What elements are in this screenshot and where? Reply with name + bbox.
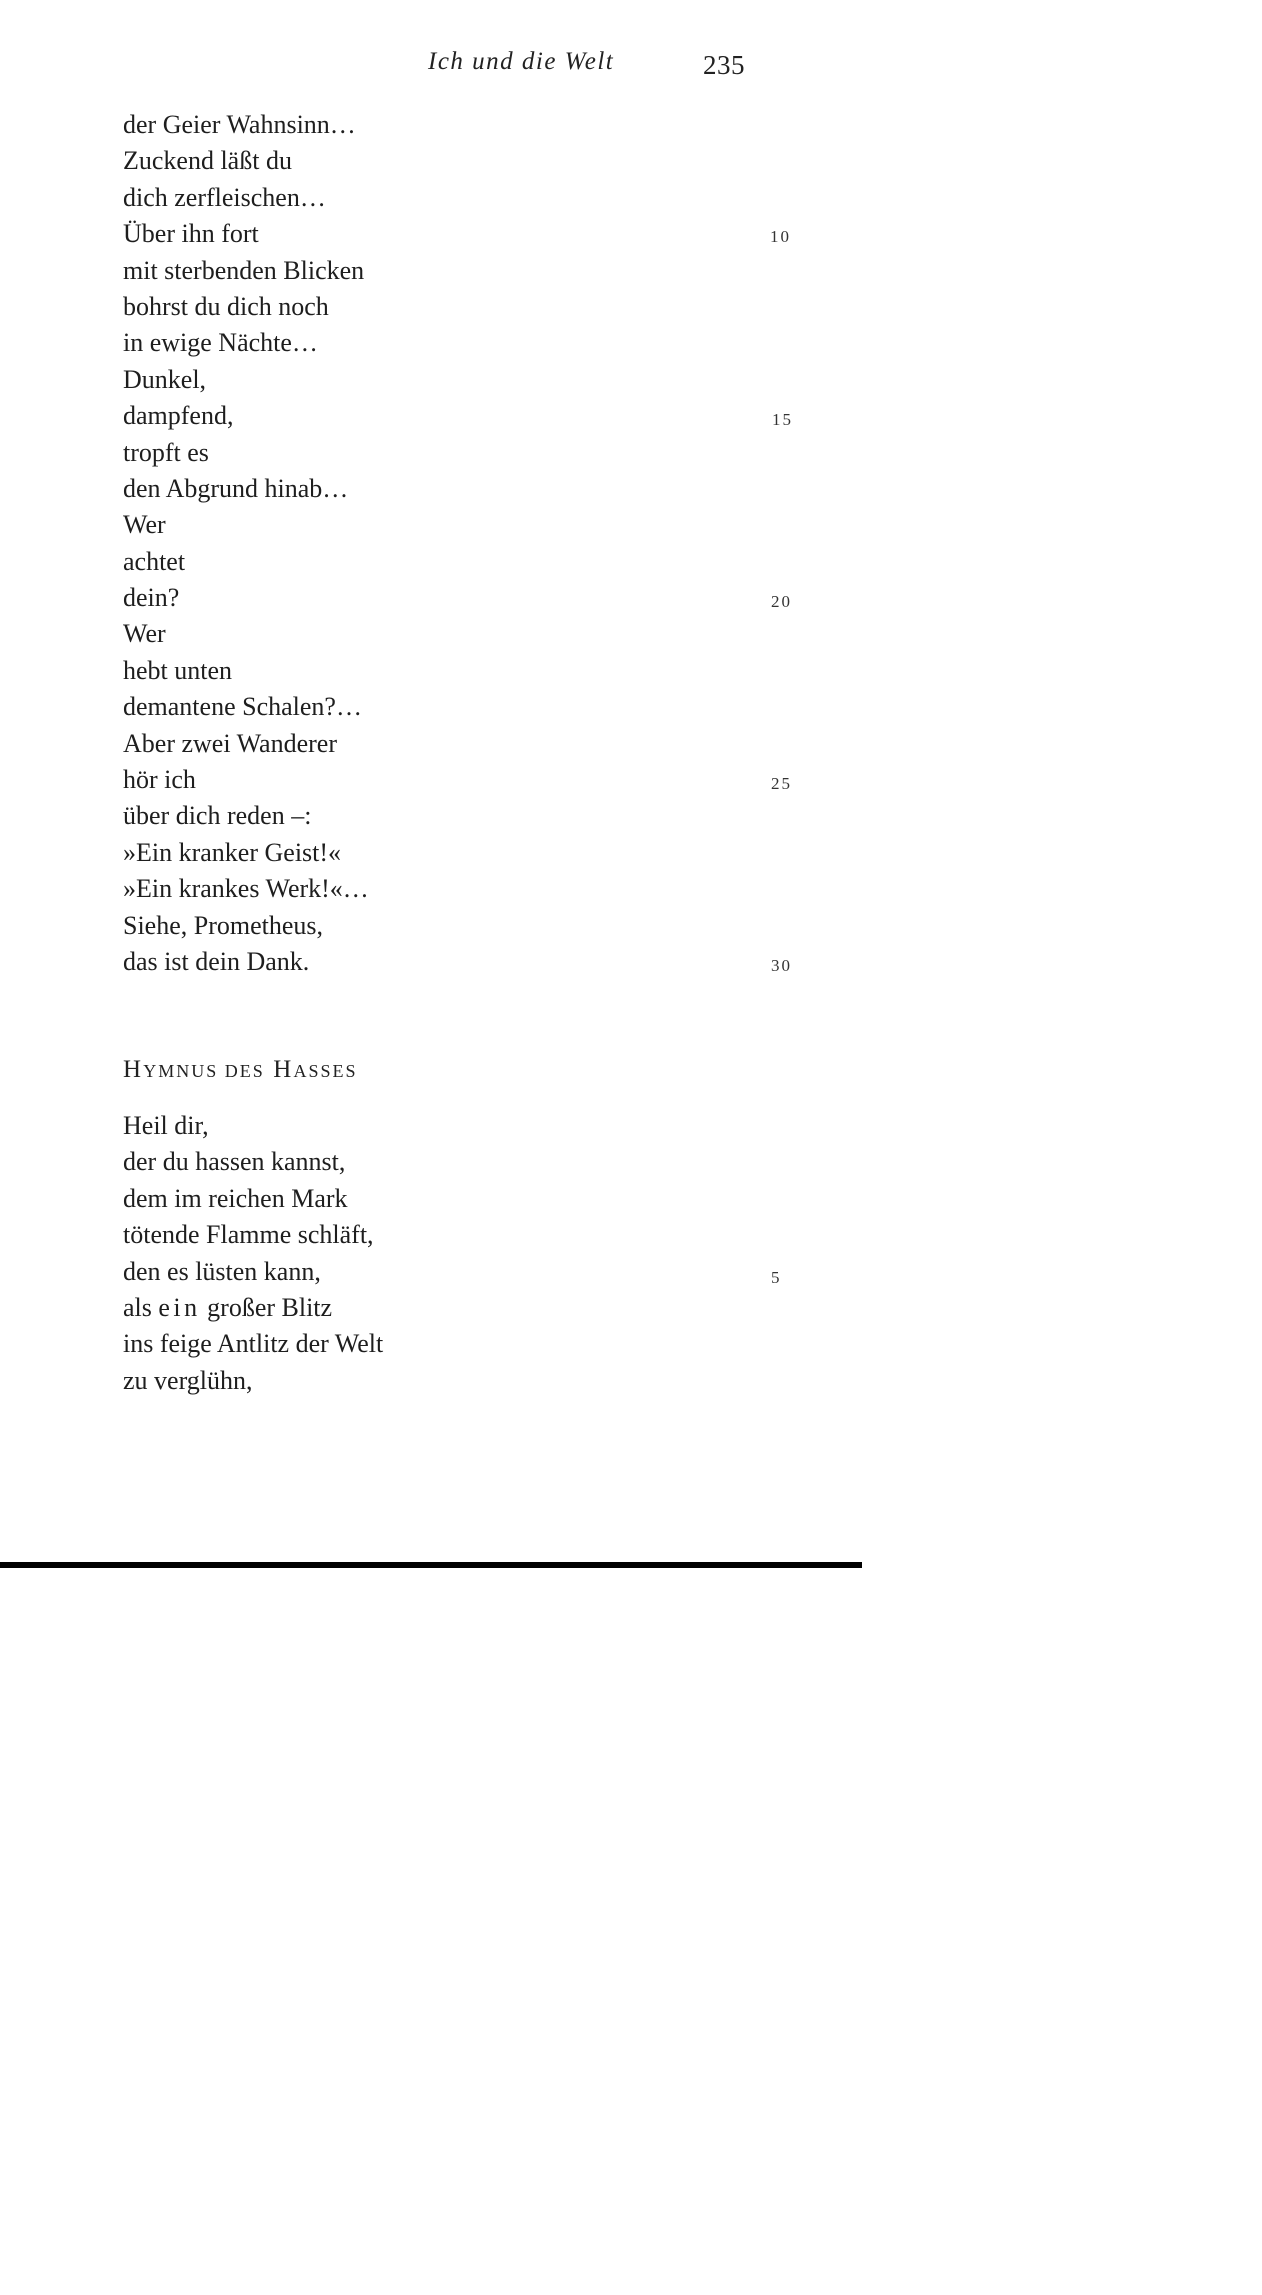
- verse-line: dein?: [123, 583, 180, 613]
- verse-line: der Geier Wahnsinn…: [123, 110, 356, 139]
- book-page: [0, 0, 862, 1568]
- verse-line: hör ich: [123, 765, 196, 795]
- verse-line: dich zerfleischen…: [123, 182, 326, 212]
- poem-title-smallcaps: YMNUS: [143, 1061, 225, 1081]
- verse-line: Über ihn fort: [123, 219, 259, 249]
- verse-line: Zuckend läßt du: [123, 146, 292, 176]
- verse-text: großer Blitz: [200, 1292, 333, 1322]
- poem-title-smallcaps: ASSES: [293, 1061, 358, 1081]
- verse-line: den es lüsten kann,: [123, 1256, 321, 1286]
- verse-line: das ist dein Dank.: [123, 946, 310, 976]
- verse-text: als: [123, 1292, 159, 1322]
- line-number: 15: [772, 410, 793, 429]
- verse-line: Siehe, Prometheus,: [123, 910, 324, 940]
- verse-line: demantene Schalen?…: [123, 692, 362, 722]
- poem-title-initial: H: [123, 1056, 144, 1083]
- verse-line: Wer: [123, 619, 166, 649]
- line-number: 20: [771, 592, 792, 611]
- verse-line: mit sterbenden Blicken: [123, 255, 365, 285]
- poem-title-smallcaps: DES: [224, 1061, 265, 1081]
- line-number: 25: [771, 774, 792, 793]
- verse-line: dem im reichen Mark: [123, 1183, 348, 1213]
- poem-continuation: [123, 107, 369, 980]
- verse-line: Heil dir,: [123, 1111, 209, 1140]
- poem-title: [123, 1056, 358, 1084]
- verse-line: hebt unten: [123, 655, 233, 685]
- verse-line: achtet: [123, 546, 186, 576]
- verse-line: ins feige Antlitz der Welt: [123, 1329, 384, 1359]
- emphasized-word: ein: [158, 1292, 201, 1322]
- line-number: 5: [771, 1268, 782, 1287]
- verse-line: tropft es: [123, 437, 209, 467]
- line-number: 30: [771, 956, 792, 975]
- verse-line: Wer: [123, 510, 166, 540]
- poem-body: [123, 1108, 383, 1399]
- verse-line: »Ein krankes Werk!«…: [123, 874, 369, 904]
- page-number: 235: [703, 50, 745, 80]
- verse-line: [123, 1290, 383, 1326]
- verse-line: »Ein kranker Geist!«: [123, 837, 342, 867]
- verse-line: tötende Flamme schläft,: [123, 1220, 374, 1250]
- verse-line: Dunkel,: [123, 364, 207, 394]
- running-head-title: Ich und die Welt: [428, 48, 615, 75]
- verse-line: dampfend,: [123, 401, 234, 431]
- verse-line: Aber zwei Wanderer: [123, 728, 337, 758]
- verse-line: über dich reden –:: [123, 801, 312, 831]
- verse-line: in ewige Nächte…: [123, 328, 318, 358]
- verse-line: zu verglühn,: [123, 1365, 253, 1395]
- scan-edge: [0, 1562, 862, 1568]
- verse-line: den Abgrund hinab…: [123, 473, 349, 503]
- poem-title-initial: H: [264, 1056, 294, 1083]
- verse-line: bohrst du dich noch: [123, 291, 329, 321]
- verse-line: der du hassen kannst,: [123, 1147, 346, 1177]
- line-number: 10: [770, 227, 791, 246]
